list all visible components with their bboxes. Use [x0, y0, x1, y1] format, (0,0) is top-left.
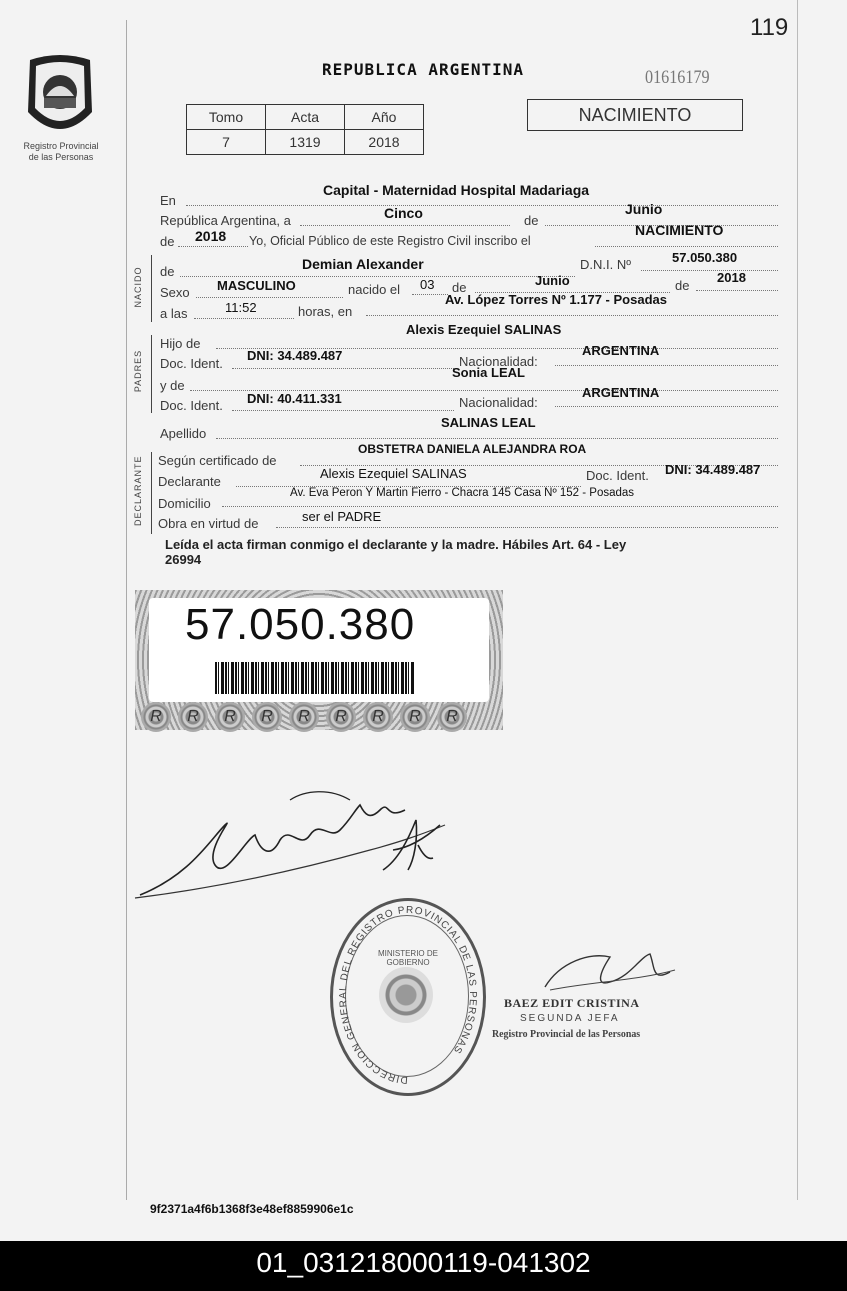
emblem-icon [22, 52, 98, 140]
value-padre-doc: DNI: 34.489.487 [247, 348, 343, 363]
page-number: 119 [750, 14, 789, 41]
value-certificado: OBSTETRA DANIELA ALEJANDRA ROA [358, 442, 587, 456]
label-dni: D.N.I. Nº [580, 257, 631, 272]
value-padre: Alexis Ezequiel SALINAS [406, 322, 562, 337]
barcode-icon [215, 662, 415, 694]
document-hash: 9f2371a4f6b1368f3e48ef8859906e1c [150, 1202, 354, 1216]
pattern-letter: R [141, 702, 171, 732]
nacido-bracket [151, 255, 152, 322]
padres-bracket [151, 335, 152, 413]
pattern-letter: R [215, 702, 245, 732]
label-hijo-de: Hijo de [160, 336, 201, 351]
registry-header-row [187, 105, 424, 130]
label-en: En [160, 193, 176, 208]
value-apellido: SALINAS LEAL [441, 415, 536, 430]
value-declarante: Alexis Ezequiel SALINAS [320, 466, 467, 481]
value-madre-doc: DNI: 40.411.331 [247, 391, 342, 406]
value-sexo: MASCULINO [217, 278, 296, 293]
label-nacido-el: nacido el [348, 282, 401, 297]
label-a-las: a las [160, 306, 188, 321]
emblem-caption-line2: de las Personas [28, 152, 94, 162]
side-label-declarante: DECLARANTE [133, 455, 143, 526]
pattern-letter: R [252, 702, 282, 732]
label-doc-padre: Doc. Ident. [160, 356, 223, 371]
value-obra: ser el PADRE [302, 509, 382, 524]
label-de-3: de [452, 280, 467, 295]
registry-value-row [187, 130, 424, 155]
registry-header-anio: Año [345, 105, 424, 130]
label-nac-padre: Nacionalidad: [459, 354, 538, 369]
label-horas-en: horas, en [298, 304, 353, 319]
right-margin-line [797, 0, 798, 1200]
pattern-letter: R [326, 702, 356, 732]
official-signature-icon [540, 942, 680, 1002]
pattern-letter: R [178, 702, 208, 732]
value-nombre: Demian Alexander [302, 256, 424, 272]
label-yo: Yo, Oficial Público de este Registro Civil inscribo el [249, 234, 531, 248]
registry-header-acta: Acta [266, 105, 345, 130]
label-declarante: Declarante [158, 474, 221, 489]
provincial-emblem [22, 52, 98, 140]
seal-ring-text: DIRECCION GENERAL DEL REGISTRO PROVINCIAL DE LAS PERSONAS [338, 904, 479, 1086]
pattern-letter: R [363, 702, 393, 732]
footer-bar [0, 1241, 847, 1291]
label-y-de: y de [160, 378, 185, 393]
label-domicilio: Domicilio [158, 496, 211, 511]
serial-number: 01616179 [645, 67, 710, 88]
country-title: REPUBLICA ARGENTINA [322, 60, 525, 79]
emblem-caption-line1: Registro Provincial [23, 141, 99, 151]
official-name: BAEZ EDIT CRISTINA [504, 996, 640, 1010]
value-mes: Junio [625, 201, 663, 217]
value-nac-anio: 2018 [717, 270, 746, 285]
side-label-padres: PADRES [133, 349, 143, 393]
registry-table [186, 104, 424, 155]
value-dni: 57.050.380 [672, 250, 738, 265]
value-nac-dia: 03 [420, 277, 435, 292]
label-de-2: de [160, 234, 175, 249]
footer-code: 01_031218000119-041302 [256, 1247, 591, 1278]
label-sexo: Sexo [160, 285, 190, 300]
label-segun: Según certificado de [158, 453, 277, 468]
pattern-letter: R [289, 702, 319, 732]
label-de-1: de [524, 213, 539, 228]
seal-inner-text: MINISTERIO DE GOBIERNO [377, 949, 438, 967]
official-seal [330, 898, 486, 1096]
label-apellido: Apellido [160, 426, 207, 441]
value-hora: 11:52 [225, 300, 257, 315]
value-dia-letras: Cinco [384, 205, 423, 221]
legal-note [165, 537, 626, 567]
pattern-letter: R [400, 702, 430, 732]
official-title: SEGUNDA JEFA [520, 1013, 620, 1024]
registry-value-tomo: 7 [187, 130, 266, 155]
label-nac-madre: Nacionalidad: [459, 395, 538, 410]
value-anio: 2018 [195, 228, 227, 244]
side-label-nacido: NACIDO [133, 266, 143, 308]
pattern-letter: R [437, 702, 467, 732]
value-nac-mes: Junio [535, 273, 570, 288]
label-de-nombre: de [160, 264, 175, 279]
declarante-bracket [151, 452, 152, 534]
value-acto: NACIMIENTO [635, 222, 724, 238]
legal-note-line1: Leída el acta firman conmigo el declarante y la madre. Hábiles Art. 64 - Ley [165, 537, 627, 552]
value-madre: Sonia LEAL [452, 365, 525, 380]
value-domicilio: Av. Eva Peron Y Martin Fierro - Chacra 145 Casa Nº 152 - Posadas [290, 487, 635, 499]
mother-initial-signature-icon [378, 810, 448, 880]
left-margin-line [126, 20, 127, 1200]
legal-note-line2: 26994 [165, 552, 202, 567]
label-obra: Obra en virtud de [158, 516, 259, 531]
value-padre-nac: ARGENTINA [582, 343, 660, 358]
label-republica: República Argentina, a [160, 213, 291, 228]
label-de-4: de [675, 278, 690, 293]
document-type-box: NACIMIENTO [527, 99, 743, 131]
value-direccion: Av. López Torres Nº 1.177 - Posadas [445, 292, 667, 307]
emblem-caption [8, 141, 114, 163]
seal-crest-icon [379, 967, 433, 1023]
value-lugar: Capital - Maternidad Hospital Madariaga [323, 182, 590, 198]
label-doc-madre: Doc. Ident. [160, 398, 223, 413]
value-declarante-doc: DNI: 34.489.487 [665, 462, 761, 477]
dni-sticker [135, 590, 503, 730]
official-office: Registro Provincial de las Personas [492, 1028, 641, 1040]
dni-sticker-pattern [141, 702, 501, 732]
registry-value-acta: 1319 [266, 130, 345, 155]
value-madre-nac: ARGENTINA [582, 385, 660, 400]
registry-value-anio: 2018 [345, 130, 424, 155]
registry-header-tomo: Tomo [187, 105, 266, 130]
dni-sticker-number: 57.050.380 [185, 600, 416, 649]
label-doc-declarante: Doc. Ident. [586, 468, 649, 483]
